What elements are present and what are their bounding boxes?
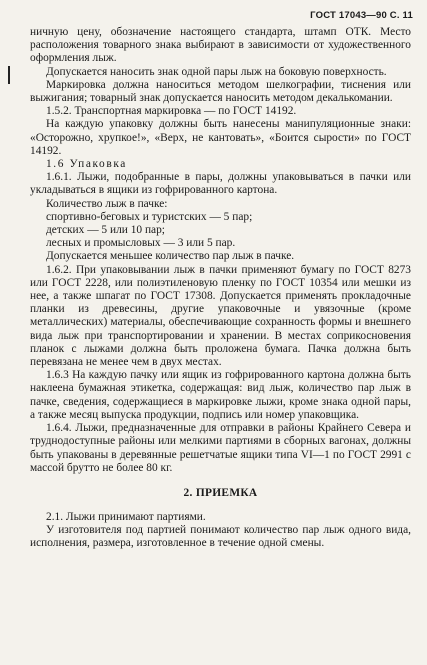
subsection-heading: 1.6 Упаковка	[46, 158, 127, 171]
paragraph	[30, 158, 411, 171]
paragraph: 2.1. Лыжи принимают партиями.	[46, 510, 206, 523]
paragraph: 1.6.2. При упаковывании лыж в пачки применяют бумагу по ГОСТ 8273 или ГОСТ 2228, или полиэтиленовую пленку по ГОСТ 10354 или мешки из нее, а также шпагат по ГОСТ 17308. Допускается применять прокладочные планки из древесины, другие упаковочные и увязочные (кроме металлических) материалы, обеспечивающие сохранность формы и внешнего вида лыж при транспортировании и хранении. В местах соприкосновения планок с лыжами должна быть проложена бумага. Пачка должна быть перевязана не менее чем в двух местах.	[30, 263, 411, 369]
paragraph: детских — 5 или 10 пар;	[46, 224, 165, 237]
paragraph: ничную цену, обозначение настоящего стандарта, штамп ОТК. Место расположения товарного знака выбирают в зависимости от художественного оформления лыж.	[30, 26, 411, 65]
paragraph: Количество лыж в пачке:	[46, 197, 168, 210]
paragraph: Допускается наносить знак одной пары лыж на боковую поверхность.	[46, 65, 387, 78]
body-text-2	[30, 511, 411, 551]
paragraph: 1.6.4. Лыжи, предназначенные для отправки в районы Крайнего Севера и труднодоступные районы или мелкими партиями в сборных вагонах, должны быть упакованы в деревянные решетчатые ящики типа VI—1 по ГОСТ 2991 с массой брутто не более 80 кг.	[30, 422, 411, 474]
section-title: 2. ПРИЕМКА	[183, 486, 258, 499]
paragraph: На каждую упаковку должны быть нанесены манипуляционные знаки: «Осторожно, хрупкое!», «Верх, не кантовать», «Боится сырости» по ГОСТ 14192.	[30, 118, 411, 157]
body-text	[30, 26, 411, 475]
paragraph: 1.5.2. Транспортная маркировка — по ГОСТ 14192.	[46, 105, 297, 118]
paragraph: Допускается меньшее количество пар лыж в пачке.	[46, 250, 295, 263]
margin-mark	[8, 66, 10, 84]
paragraph: 1.6.1. Лыжи, подобранные в пары, должны упаковываться в пачки или укладываться в ящики из гофрированного картона.	[30, 171, 411, 197]
paragraph: Маркировка должна наноситься методом шелкографии, тиснения или выжигания; товарный знак допускается наносить методом декалькомании.	[30, 78, 411, 105]
paragraph: У изготовителя под партией понимают количество пар лыж одного вида, исполнения, размера, изготовленное в течение одной смены.	[30, 524, 411, 550]
paragraph: лесных и промысловых — 3 или 5 пар.	[46, 237, 236, 250]
paragraph: спортивно-беговых и туристских — 5 пар;	[46, 210, 253, 223]
running-head: ГОСТ 17043—90 С. 11	[310, 10, 413, 21]
paragraph: 1.6.3 На каждую пачку или ящик из гофрированного картона должна быть наклеена бумажная этикетка, содержащая: вид лыж, количество пар лыж в пачке, сведения, содержащиеся в маркировке лыжи, кроме знака одной пары, а также месяц выпуска продукции, подпись или номер упаковщика.	[30, 369, 411, 421]
